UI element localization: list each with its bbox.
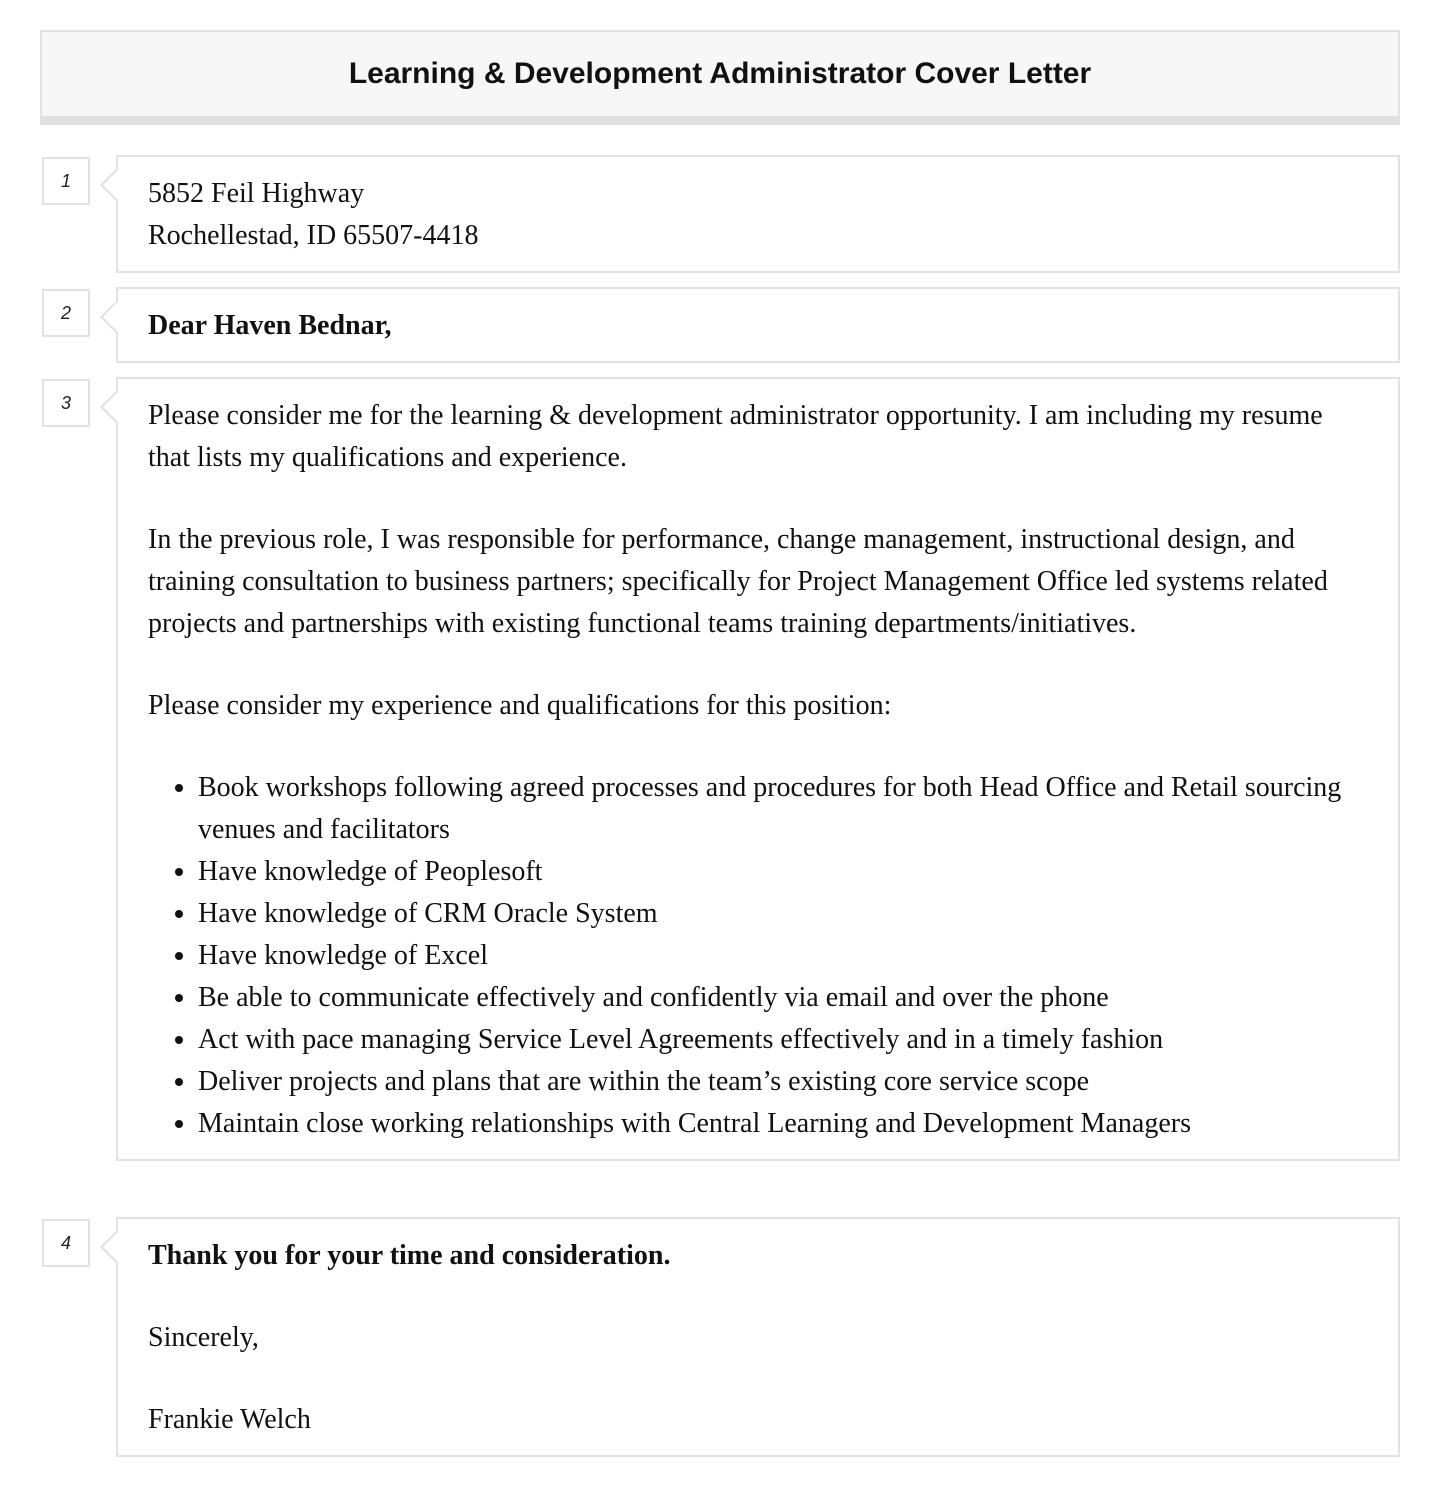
header-divider — [40, 116, 1400, 125]
body-card — [116, 377, 1400, 1161]
section-number: 2 — [42, 289, 90, 337]
paragraph-spacer — [148, 1359, 1368, 1399]
closing-card — [116, 1217, 1400, 1457]
salutation: Dear Haven Bednar, — [148, 310, 392, 341]
page-title: Learning & Development Administrator Cover Letter — [348, 57, 1092, 90]
list-item: • Maintain close working relationships with Central Learning and Development Managers — [198, 1103, 1368, 1145]
paragraph-spacer — [148, 645, 1368, 685]
list-item: • Be able to communicate effectively and confidently via email and over the phone — [198, 977, 1368, 1019]
list-item: • Have knowledge of Excel — [198, 935, 1368, 977]
intro-paragraph: Please consider me for the learning & development administrator opportunity. I am including my resume that lists my qualifications and experience. — [148, 400, 1323, 473]
paragraph-spacer — [148, 1277, 1368, 1317]
list-item: • Deliver projects and plans that are within the team’s existing core service scope — [198, 1061, 1368, 1103]
previous-role-paragraph: In the previous role, I was responsible for performance, change management, instructional design, and training consultation to business partners; specifically for Project Management Office led systems related projects and partnerships with existing functional teams training departments/initiatives. — [148, 524, 1328, 639]
section-number: 3 — [42, 379, 90, 427]
paragraph-spacer — [148, 479, 1368, 519]
section-number: 4 — [42, 1219, 90, 1267]
closing-line: Sincerely, — [148, 1322, 259, 1353]
list-item: • Have knowledge of CRM Oracle System — [198, 893, 1368, 935]
list-item: • Act with pace managing Service Level Agreements effectively and in a timely fashion — [198, 1019, 1368, 1061]
list-item: • Book workshops following agreed processes and procedures for both Head Office and Retail sourcing venues and facilitators — [198, 767, 1368, 851]
address-card — [116, 155, 1400, 273]
qualifications-list — [148, 767, 1368, 1145]
paragraph-spacer — [148, 727, 1368, 767]
address-line-2: Rochellestad, ID 65507-4418 — [148, 220, 479, 251]
thanks-line: Thank you for your time and consideration. — [148, 1240, 671, 1271]
address-line-1: 5852 Feil Highway — [148, 178, 365, 209]
lead-in-paragraph: Please consider my experience and qualifications for this position: — [148, 690, 892, 721]
signature: Frankie Welch — [148, 1404, 311, 1435]
salutation-card — [116, 287, 1400, 363]
section-number: 1 — [42, 157, 90, 205]
list-item: • Have knowledge of Peoplesoft — [198, 851, 1368, 893]
page-header — [40, 30, 1400, 116]
